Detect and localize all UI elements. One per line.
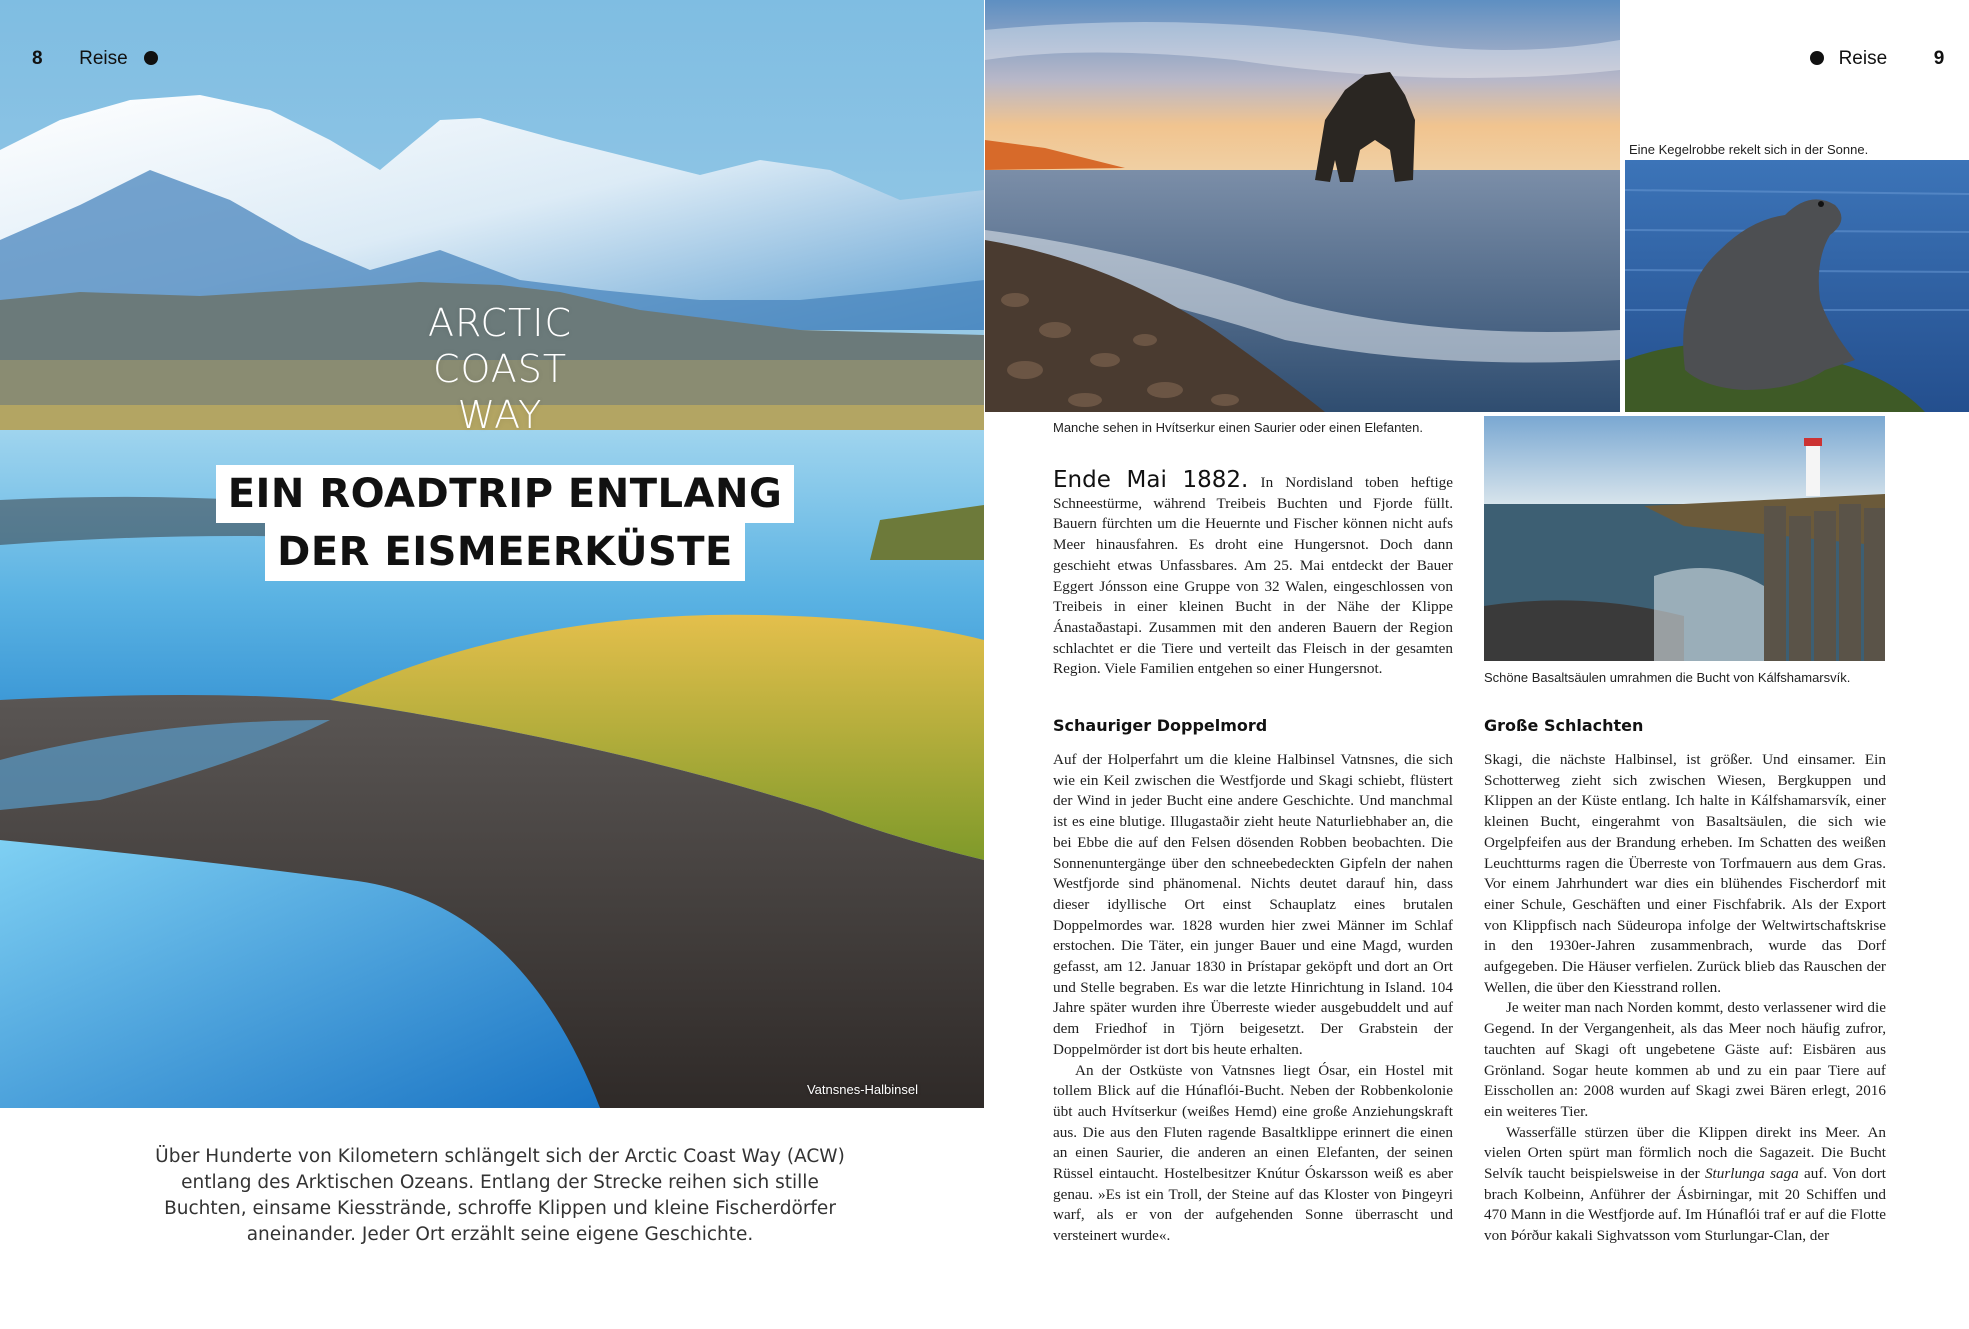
- photo-hvitserkur: [985, 0, 1620, 412]
- subheading-doppelmord: Schauriger Doppelmord: [1053, 716, 1268, 735]
- paragraph: An der Ostküste von Vatnsnes liegt Ósar, ein Hostel mit tollem Blick auf die Húnaflói-Bucht. Neben der Robbenkolonie übt auch Hvítserkur (weißes Hemd) eine große Anziehungskraft aus. Die aus den Fluten ragende Basaltklippe erinnert die einen an einen Saurier, die anderen an einen Elefanten, der seinen Rüssel eintaucht. Hostelbesitzer Knútur Óskarsson weiß es aber genau. »Es ist ein Troll, der Steine auf das Kloster von Þingeyri warf, als er von der aufgehenden Sonne überrascht und versteinert wurde«.: [1053, 1061, 1453, 1245]
- paragraph: Je weiter man nach Norden kommt, desto verlassener wird die Gegend. In der Vergangenheit, als das Meer noch häufig zufror, tauchten auf Skagi oft ungebetene Gäste auf: Eisbären aus Grönland. Sogar heute kommen ab und zu ein paar Tiere auf Eisschollen an: 2008 wurden auf Skagi zwei Bären erlegt, 2016 ein weiteres Tier.: [1484, 999, 1886, 1120]
- lead-intro: Ende Mai 1882.: [1053, 467, 1249, 493]
- subheading-schlachten: Große Schlachten: [1484, 716, 1644, 735]
- paragraph: Skagi, die nächste Halbinsel, ist größer. Und einsamer. Ein Schotterweg zieht sich zwischen Wiesen, Bergkuppen und Klippen an der Küste entlang. Ich halte in Kálfshamarsvík, einer kleinen Bucht, eingerahmt von Basaltsäulen, die sich wie Orgelpfeifen aus der Brandung erheben. Im Schatten des weißen Leuchtturms ragen die Überreste von Torfmauern aus dem Gras. Vor einem Jahrhundert war dies ein blühendes Fischerdorf mit einer Schule, Geschäften und einer Fischfabrik. Als der Export von Klippfisch nach Südeuropa infolge der Weltwirtschaftskrise in den 1930er-Jahren zusammenbrach, wurde das Dorf aufgegeben. Die Häuser verfielen. Zurück blieb das Rauschen der Wellen, die über den Kiesstrand rollen.: [1484, 751, 1886, 996]
- column-2-text: [1484, 750, 1886, 1247]
- kicker-line: ARCTIC: [428, 301, 572, 345]
- text-run: auf. Von dort brach Kolbeinn, Anführer der Ásbirningar, mit 20 Schiffen und 470 Mann in die Westfjorde auf. Im Húnaflói traf er auf die Flotte von Þórður kakali Sighvatsson vom Sturlungar-Clan, der: [1484, 1165, 1887, 1245]
- headline-line: EIN ROADTRIP ENTLANG: [216, 465, 795, 523]
- right-folio: [1810, 48, 1944, 70]
- section-label-left: Reise: [79, 48, 128, 69]
- photo-kalfshamarsvik: [1484, 416, 1885, 661]
- saga-title: Sturlunga saga: [1704, 1165, 1799, 1183]
- kicker-title: [400, 300, 600, 438]
- caption-hvitserkur: Manche sehen in Hvítserkur einen Saurier oder einen Elefanten.: [1053, 420, 1423, 435]
- page-number-left: 8: [32, 48, 43, 69]
- headline: [0, 465, 984, 581]
- bullet-dot-icon: [1810, 51, 1824, 65]
- page-number-right: 9: [1933, 48, 1945, 69]
- kicker-line: COAST: [432, 347, 568, 391]
- text-run: Wasserfälle stürzen über die Klippen direkt ins Meer. An vielen Orten spürt man förmlich noch die Sagazeit. Die Bucht Selvík taucht beispielsweise in der: [1484, 1123, 1886, 1183]
- left-folio: [32, 48, 158, 70]
- paragraph: Auf der Holperfahrt um die kleine Halbinsel Vatnsnes, die sich wie ein Keil zwischen die Westfjorde und Skagi schiebt, flüstert der Wind in jeder Bucht eine andere Geschichte. Und manchmal ist es eine blutige. Illugastaðir zieht heute Naturliebhaber an, die bei Ebbe die auf den Felsen dösenden Robben beobachten. Die Sonnenuntergänge über den schneebedeckten Gipfeln der nahen Westfjorde sind phänomenal. Nichts deutet darauf hin, dass dieser idyllische Ort einst Schauplatz eines brutalen Doppelmordes war. 1828 wurden hier zwei Männer im Schlaf erstochen. Die Täter, ein junger Bauer und eine Magd, wurden gefasst, am 12. Januar 1830 in Þrístapar geköpft und dort an Ort und Stelle begraben. Es war die letzte Hinrichtung in Island. 104 Jahre später wurden ihre Überreste wieder ausgebuddelt und auf dem Friedhof in Tjörn beigesetzt. Der Grabstein der Doppelmörder ist dort bis heute erhalten.: [1053, 751, 1453, 1058]
- lead-paragraph: [1053, 467, 1453, 680]
- headline-line: DER EISMEERKÜSTE: [265, 523, 745, 581]
- lead-text: In Nordisland toben heftige Schneestürme, während Treibeis Buchten und Fjorde füllt. Bauern fürchten um die Heuernte und Fischer können nicht aufs Meer hinausfahren. Es droht eine Hungersnot. Doch dann geschieht etwas Unfassbares. Am 25. Mai entdeckt der Bauer Eggert Jónsson eine Gruppe von 32 Walen, eingeschlossen von Treibeis in einer kleinen Bucht in der Nähe der Klippe Ánastaðastapi. Zusammen mit den anderen Bauern der Region schlachtet er die Tiere und verteilt das Fleisch in der gesamten Region. Viele Familien entgehen so einer Hungersnot.: [1053, 474, 1453, 678]
- section-label-right: Reise: [1838, 48, 1888, 69]
- hero-photo-vatnsnes: [0, 0, 984, 1108]
- caption-lighthouse: Schöne Basaltsäulen umrahmen die Bucht von Kálfshamarsvík.: [1484, 670, 1851, 685]
- bullet-dot-icon: [144, 51, 158, 65]
- caption-seal: Eine Kegelrobbe rekelt sich in der Sonne.: [1629, 142, 1869, 157]
- photo-seal: [1625, 160, 1969, 412]
- hero-caption: Vatnsnes-Halbinsel: [806, 1082, 918, 1097]
- paragraph: [1484, 1123, 1886, 1247]
- kicker-line: WAY: [457, 393, 543, 437]
- intro-paragraph: Über Hunderte von Kilometern schlängelt sich der Arctic Coast Way (ACW) entlang des Arktischen Ozeans. Entlang der Strecke reihen sich stille Buchten, einsame Kiesstrände, schroffe Klippen und kleine Fischerdörfer aneinander. Jeder Ort erzählt seine eigene Geschichte.: [155, 1146, 845, 1245]
- column-1-text: [1053, 750, 1453, 1247]
